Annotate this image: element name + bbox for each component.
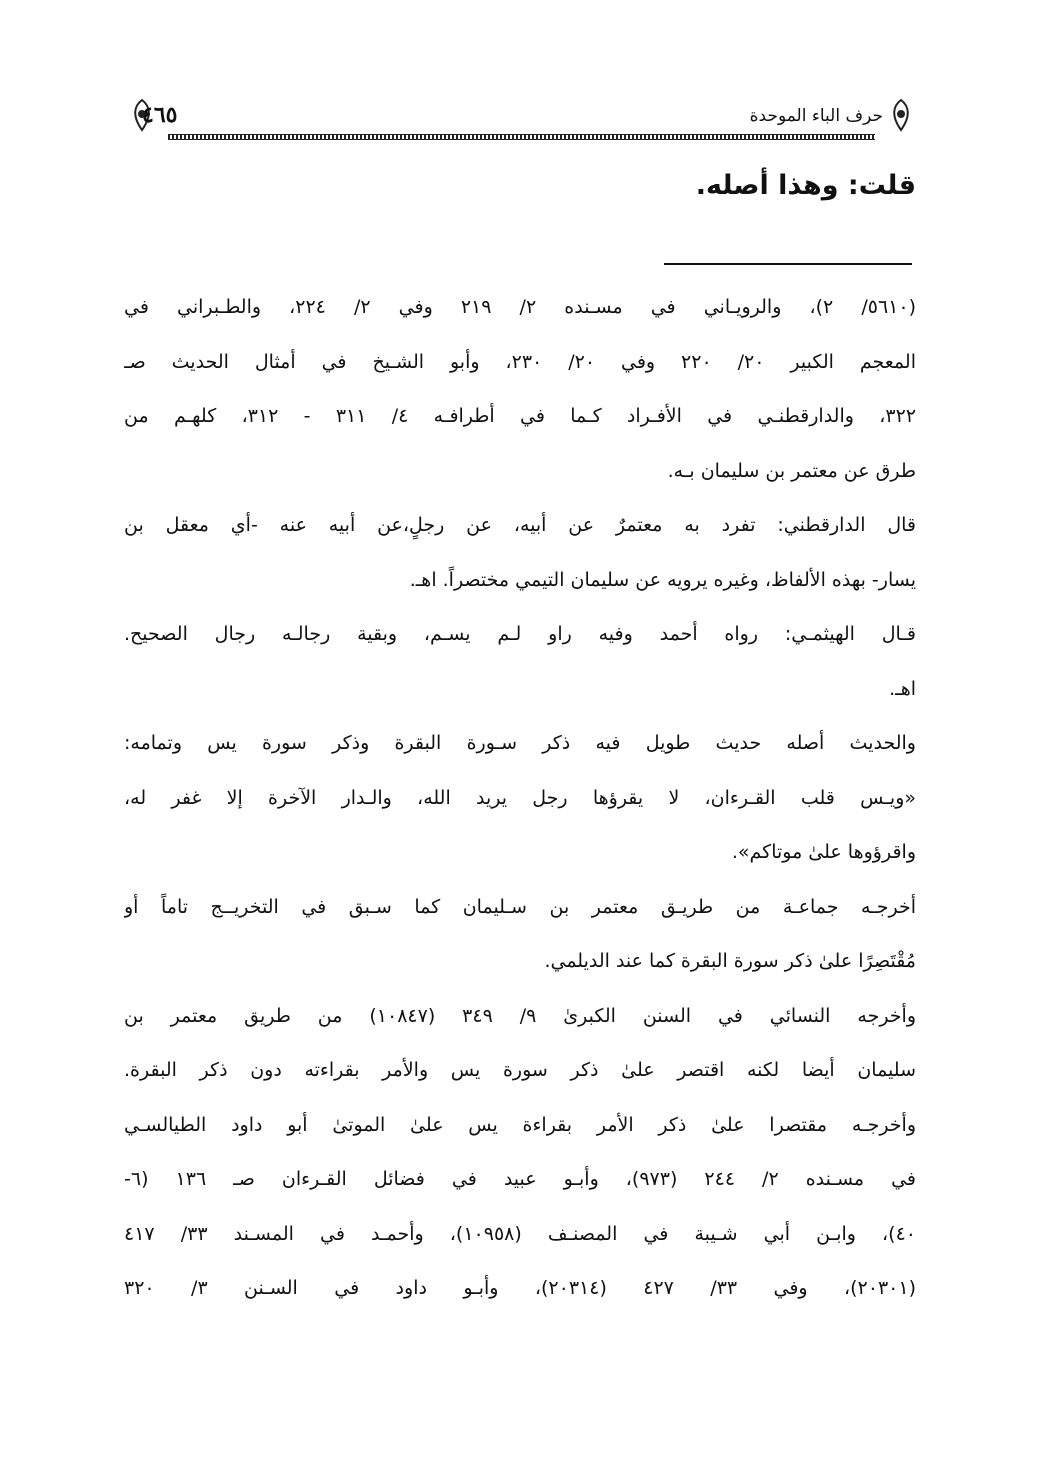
footnote-line: وأخرجه النسائي في السنن الكبرىٰ ٩/ ٣٤٩ (١٠٨٤٧) من طريق معتمر بن [124,1004,916,1027]
footnotes [124,280,916,1316]
page-number: ٤٦٥ [142,102,178,128]
footnote-line: في مسـنده ٢/ ٢٤٤ (٩٧٣)، وأبـو عبيد في فضائل القـرءان صـ ١٣٦ (٦- [124,1168,916,1190]
footnote-line: المعجم الكبير ٢٠/ ٢٢٠ وفي ٢٠/ ٢٣٠، وأبو الشـيخ في أمثال الحديث صـ [124,350,916,373]
footnote-line: طرق عن معتمر بن سليمان بـه. [667,459,916,482]
running-header [128,96,915,146]
footnote-line: يسار- بهذه الألفاظ، وغيره يرويه عن سليمان التيمي مختصراً. اهـ. [409,568,916,591]
header-rule [168,134,875,140]
footnote-line: (٥٦١٠/ ٢)، والرويـاني في مسـنده ٢/ ٢١٩ وفي ٢/ ٢٢٤، والطـبراني في [124,296,916,318]
footnote-line: قـال الهيثمـي: رواه أحمد وفيه راو لـم يسـم، وبقية رجالـه رجال الصحيح. [124,623,916,645]
footnote-line: والحديث أصله حديث طويل فيه ذكر سـورة البقرة وذكر سورة يس وتمامه: [124,732,916,754]
footnote-line: وأخرجـه مقتصرا علىٰ ذكر الأمر بقراءة يس علىٰ الموتىٰ أبو داود الطيالسـي [124,1113,916,1136]
running-title: حرف الباء الموحدة [749,106,883,126]
footnote-line: أخرجـه جماعـة من طريـق معتمر بن سـليمان كما سـبق في التخريــج تاماً أو [124,895,916,918]
footnote-line: «ويـس قلب القـرءان، لا يقرؤها رجل يريد الله، والـدار الآخرة إلا غفر له، [124,786,916,809]
footnote-line: ٤٠)، وابـن أبي شـيبة في المصنـف (١٠٩٥٨)، وأحمـد في المسـند ٣٣/ ٤١٧ [124,1222,916,1245]
main-statement: قلت: وهذا أصله. [695,170,916,201]
ornament-right-icon [887,98,915,132]
footnote-line: سليمان أيضا لكنه اقتصر علىٰ ذكر سورة يس والأمر بقراءته دون ذكر البقرة. [124,1059,916,1081]
footnote-separator [664,263,912,265]
footnote-line: (٢٠٣٠١)، وفي ٣٣/ ٤٢٧ (٢٠٣١٤)، وأبـو داود في السـنن ٣/ ٣٢٠ [124,1277,916,1299]
footnote-line: اهـ. [889,677,916,700]
footnote-line: مُقْتَصِرًا علىٰ ذكر سورة البقرة كما عند الديلمي. [544,950,916,972]
footnote-line: ٣٢٢، والدارقطنـي في الأفـراد كـما في أطرافـه ٤/ ٣١١ - ٣١٢، كلهـم من [124,405,916,427]
footnote-line: قال الدارقطني: تفرد به معتمرٌ عن أبيه، عن رجلٍ،عن أبيه عنه -أي معقل بن [124,514,916,536]
footnote-line: واقرؤوها علىٰ موتاكم». [731,841,916,863]
